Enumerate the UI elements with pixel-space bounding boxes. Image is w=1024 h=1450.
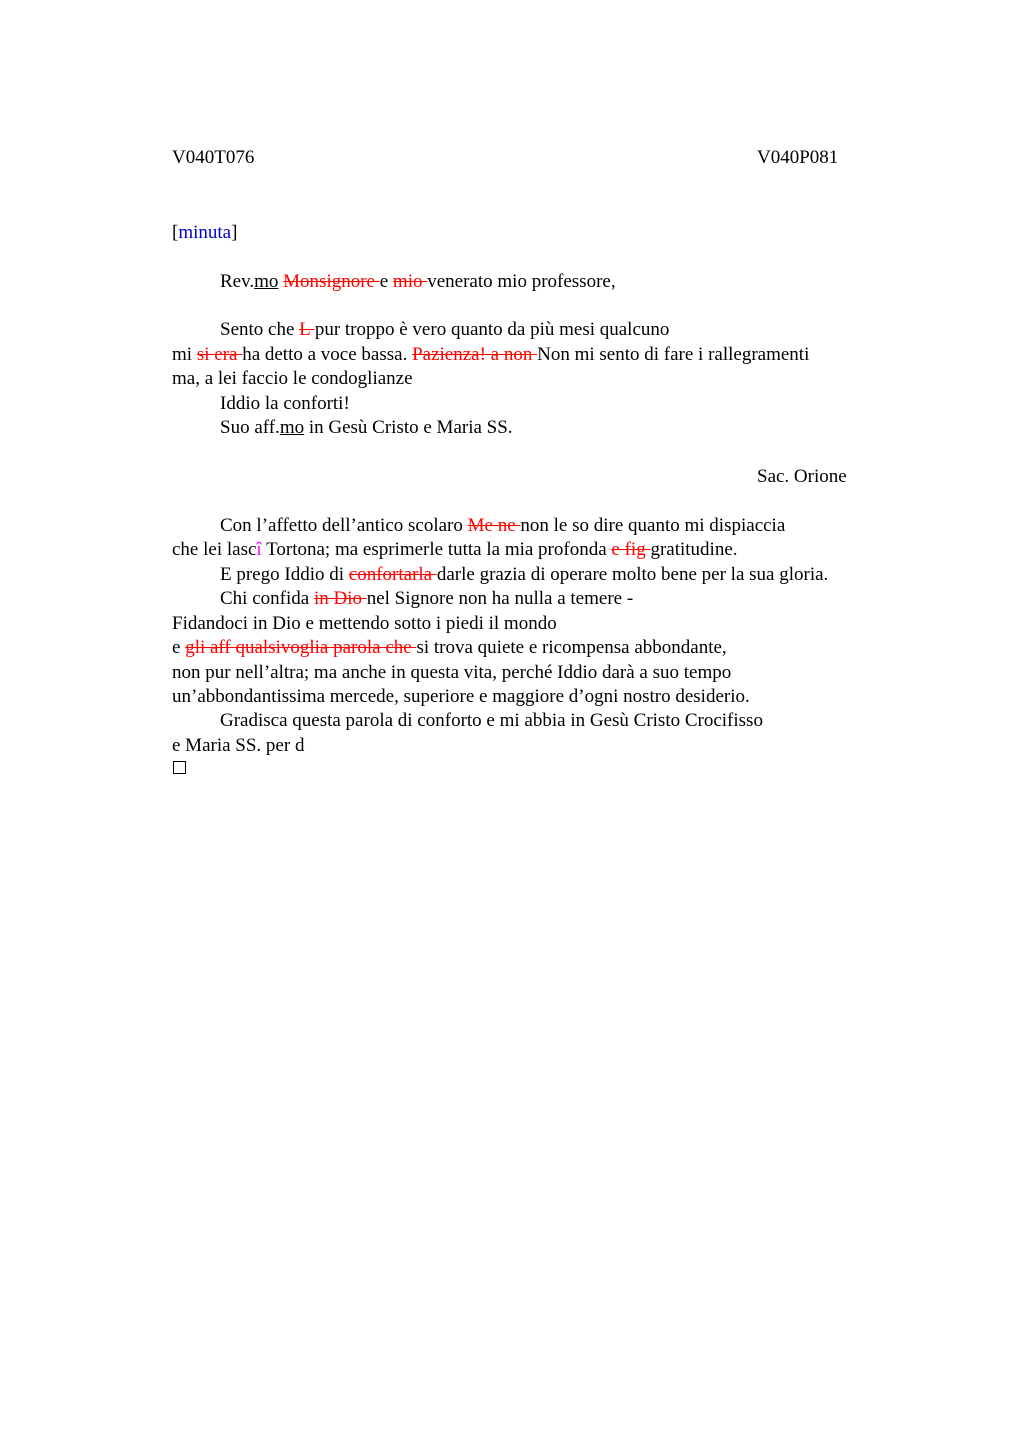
deleted-text: gli aff qualsivoglia parola che [185,637,417,658]
text-line [172,538,738,562]
salutation-part: venerato mio professore, [427,271,616,292]
text-span: ha detto a voce bassa. [242,344,413,365]
salutation-part: Rev. [220,271,255,292]
text-span: Suo aff. [220,417,280,438]
deleted-text: confortarla [348,564,437,585]
deleted-text: Pazienza! a non [412,344,538,365]
deleted-text: in Dio [313,588,367,609]
text-span: darle grazia di operare molto bene per la sua gloria. [436,564,829,585]
text-span: che lei lasc [172,539,257,560]
text-span: mo [279,417,305,438]
text-span: si trova quiete e ricompensa abbondante, [416,637,727,658]
label-text: minuta [178,222,232,243]
deleted-text: e fig [611,539,651,560]
closing-line [220,416,513,440]
text-span: gratitudine. [650,539,738,560]
text-line [172,343,809,367]
text-span: e [172,637,186,658]
label-close-bracket: ] [231,222,238,243]
text-line: non pur nell’altra; ma anche in questa vita, perché Iddio darà a suo tempo [172,662,732,683]
header-right-code: V040P081 [757,147,839,168]
deleted-text: mio [392,271,428,292]
text-span: Con l’affetto dell’antico scolaro [220,515,468,536]
text-line [220,318,669,342]
text-span: pur troppo è vero quanto da più mesi qualcuno [314,319,670,340]
document-label [172,221,237,245]
text-span: Sento che [220,319,300,340]
text-line [172,636,727,660]
text-line: Fidandoci in Dio e mettendo sotto i piedi il mondo [172,613,557,634]
text-line: Gradisca questa parola di conforto e mi abbia in Gesù Cristo Crocifisso [220,710,763,731]
signature: Sac. Orione [757,466,847,487]
deleted-text: Monsignore [283,271,380,292]
text-span: mi [172,344,197,365]
text-span: Non mi sento di fare i rallegramenti [537,344,810,365]
accented-char: î [256,539,262,560]
text-line [220,514,785,538]
text-span: E prego Iddio di [220,564,349,585]
text-span: nel Signore non ha nulla a temere - [366,588,634,609]
deleted-text: si era [196,344,243,365]
square-box-icon [173,761,186,774]
text-line: e Maria SS. per d [172,735,305,756]
salutation-part: mo [254,271,279,292]
header-left-code: V040T076 [172,147,255,168]
text-span: non le so dire quanto mi dispiaccia [520,515,786,536]
text-line: Iddio la conforti! [220,393,350,414]
deleted-text: Me ne [467,515,521,536]
salutation [220,270,616,294]
text-line [220,563,828,587]
deleted-text: L [299,319,315,340]
text-line: ma, a lei faccio le condoglianze [172,368,413,389]
text-line: un’abbondantissima mercede, superiore e maggiore d’ogni nostro desiderio. [172,686,750,707]
label-open-bracket: [ [172,222,179,243]
text-span: Tortona; ma esprimerle tutta la mia profonda [261,539,612,560]
text-line [220,587,633,611]
salutation-part: e [379,271,393,292]
text-span: in Gesù Cristo e Maria SS. [304,417,513,438]
text-span: Chi confida [220,588,314,609]
